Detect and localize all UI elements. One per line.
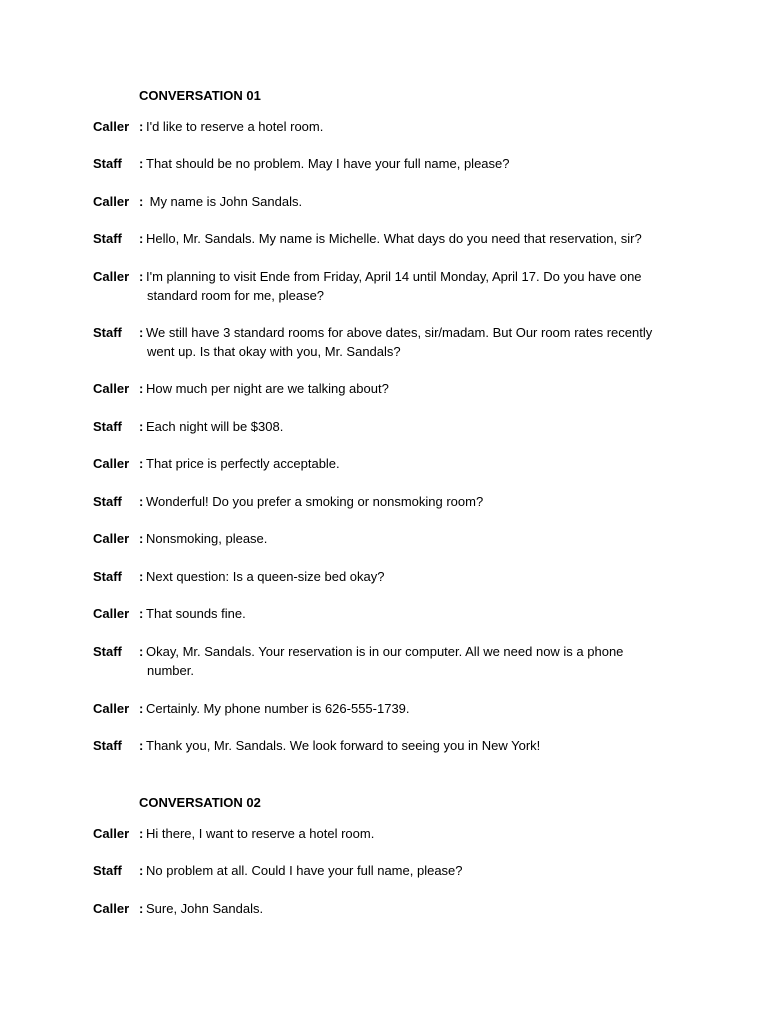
speaker-label: Caller xyxy=(93,119,130,134)
speaker-label: Caller xyxy=(93,381,130,396)
speaker-label: Staff xyxy=(93,231,122,246)
dialogue-text: Nonsmoking, please. xyxy=(146,531,268,546)
dialogue-text: Next question: Is a queen-size bed okay? xyxy=(146,569,385,584)
speaker-label: Caller xyxy=(93,826,130,841)
separator: : xyxy=(139,269,144,284)
separator: : xyxy=(139,569,144,584)
dialogue-text: Thank you, Mr. Sandals. We look forward to seeing you in New York! xyxy=(146,738,541,753)
dialogue-text: How much per night are we talking about? xyxy=(146,381,389,396)
dialogue-text: Hi there, I want to reserve a hotel room. xyxy=(146,826,375,841)
dialogue-text: That price is perfectly acceptable. xyxy=(146,456,340,471)
dialogue-text: Sure, John Sandals. xyxy=(146,901,264,916)
dialogue-text: No problem at all. Could I have your full name, please? xyxy=(146,863,463,878)
separator: : xyxy=(139,194,144,209)
speaker-label: Staff xyxy=(93,569,122,584)
separator: : xyxy=(139,606,144,621)
speaker-label: Staff xyxy=(93,863,122,878)
speaker-label: Caller xyxy=(93,606,130,621)
separator: : xyxy=(139,826,144,841)
conversation-title: CONVERSATION 01 xyxy=(139,88,261,103)
speaker-label: Staff xyxy=(93,494,122,509)
dialogue-text: Certainly. My phone number is 626-555-1739. xyxy=(146,701,410,716)
separator: : xyxy=(139,119,144,134)
speaker-label: Staff xyxy=(93,419,122,434)
separator: : xyxy=(139,325,144,340)
dialogue-text: Each night will be $308. xyxy=(146,419,284,434)
dialogue-text: Okay, Mr. Sandals. Your reservation is in our computer. All we need now is a phone number. xyxy=(146,644,624,678)
speaker-label: Caller xyxy=(93,701,130,716)
separator: : xyxy=(139,494,144,509)
separator: : xyxy=(139,701,144,716)
dialogue-text: That sounds fine. xyxy=(146,606,246,621)
separator: : xyxy=(139,231,144,246)
separator: : xyxy=(139,156,144,171)
speaker-label: Caller xyxy=(93,269,130,284)
dialogue-text: That should be no problem. May I have your full name, please? xyxy=(146,156,510,171)
separator: : xyxy=(139,901,144,916)
speaker-label: Caller xyxy=(93,531,130,546)
dialogue-text: I'm planning to visit Ende from Friday, April 14 until Monday, April 17. Do you have one standard room for me, please? xyxy=(146,269,642,303)
speaker-label: Caller xyxy=(93,456,130,471)
separator: : xyxy=(139,644,144,659)
dialogue-text: My name is John Sandals. xyxy=(146,194,303,209)
separator: : xyxy=(139,419,144,434)
separator: : xyxy=(139,863,144,878)
speaker-label: Staff xyxy=(93,325,122,340)
speaker-label: Staff xyxy=(93,156,122,171)
dialogue-text: We still have 3 standard rooms for above dates, sir/madam. But Our room rates recently went up. Is that okay with you, Mr. Sandals? xyxy=(146,325,653,359)
speaker-label: Staff xyxy=(93,644,122,659)
separator: : xyxy=(139,531,144,546)
separator: : xyxy=(139,738,144,753)
separator: : xyxy=(139,381,144,396)
dialogue-text: Wonderful! Do you prefer a smoking or nonsmoking room? xyxy=(146,494,484,509)
dialogue-text: I'd like to reserve a hotel room. xyxy=(146,119,324,134)
separator: : xyxy=(139,456,144,471)
speaker-label: Staff xyxy=(93,738,122,753)
dialogue-text: Hello, Mr. Sandals. My name is Michelle. What days do you need that reservation, sir? xyxy=(146,231,642,246)
speaker-label: Caller xyxy=(93,901,130,916)
speaker-label: Caller xyxy=(93,194,130,209)
conversation-title: CONVERSATION 02 xyxy=(139,795,261,810)
